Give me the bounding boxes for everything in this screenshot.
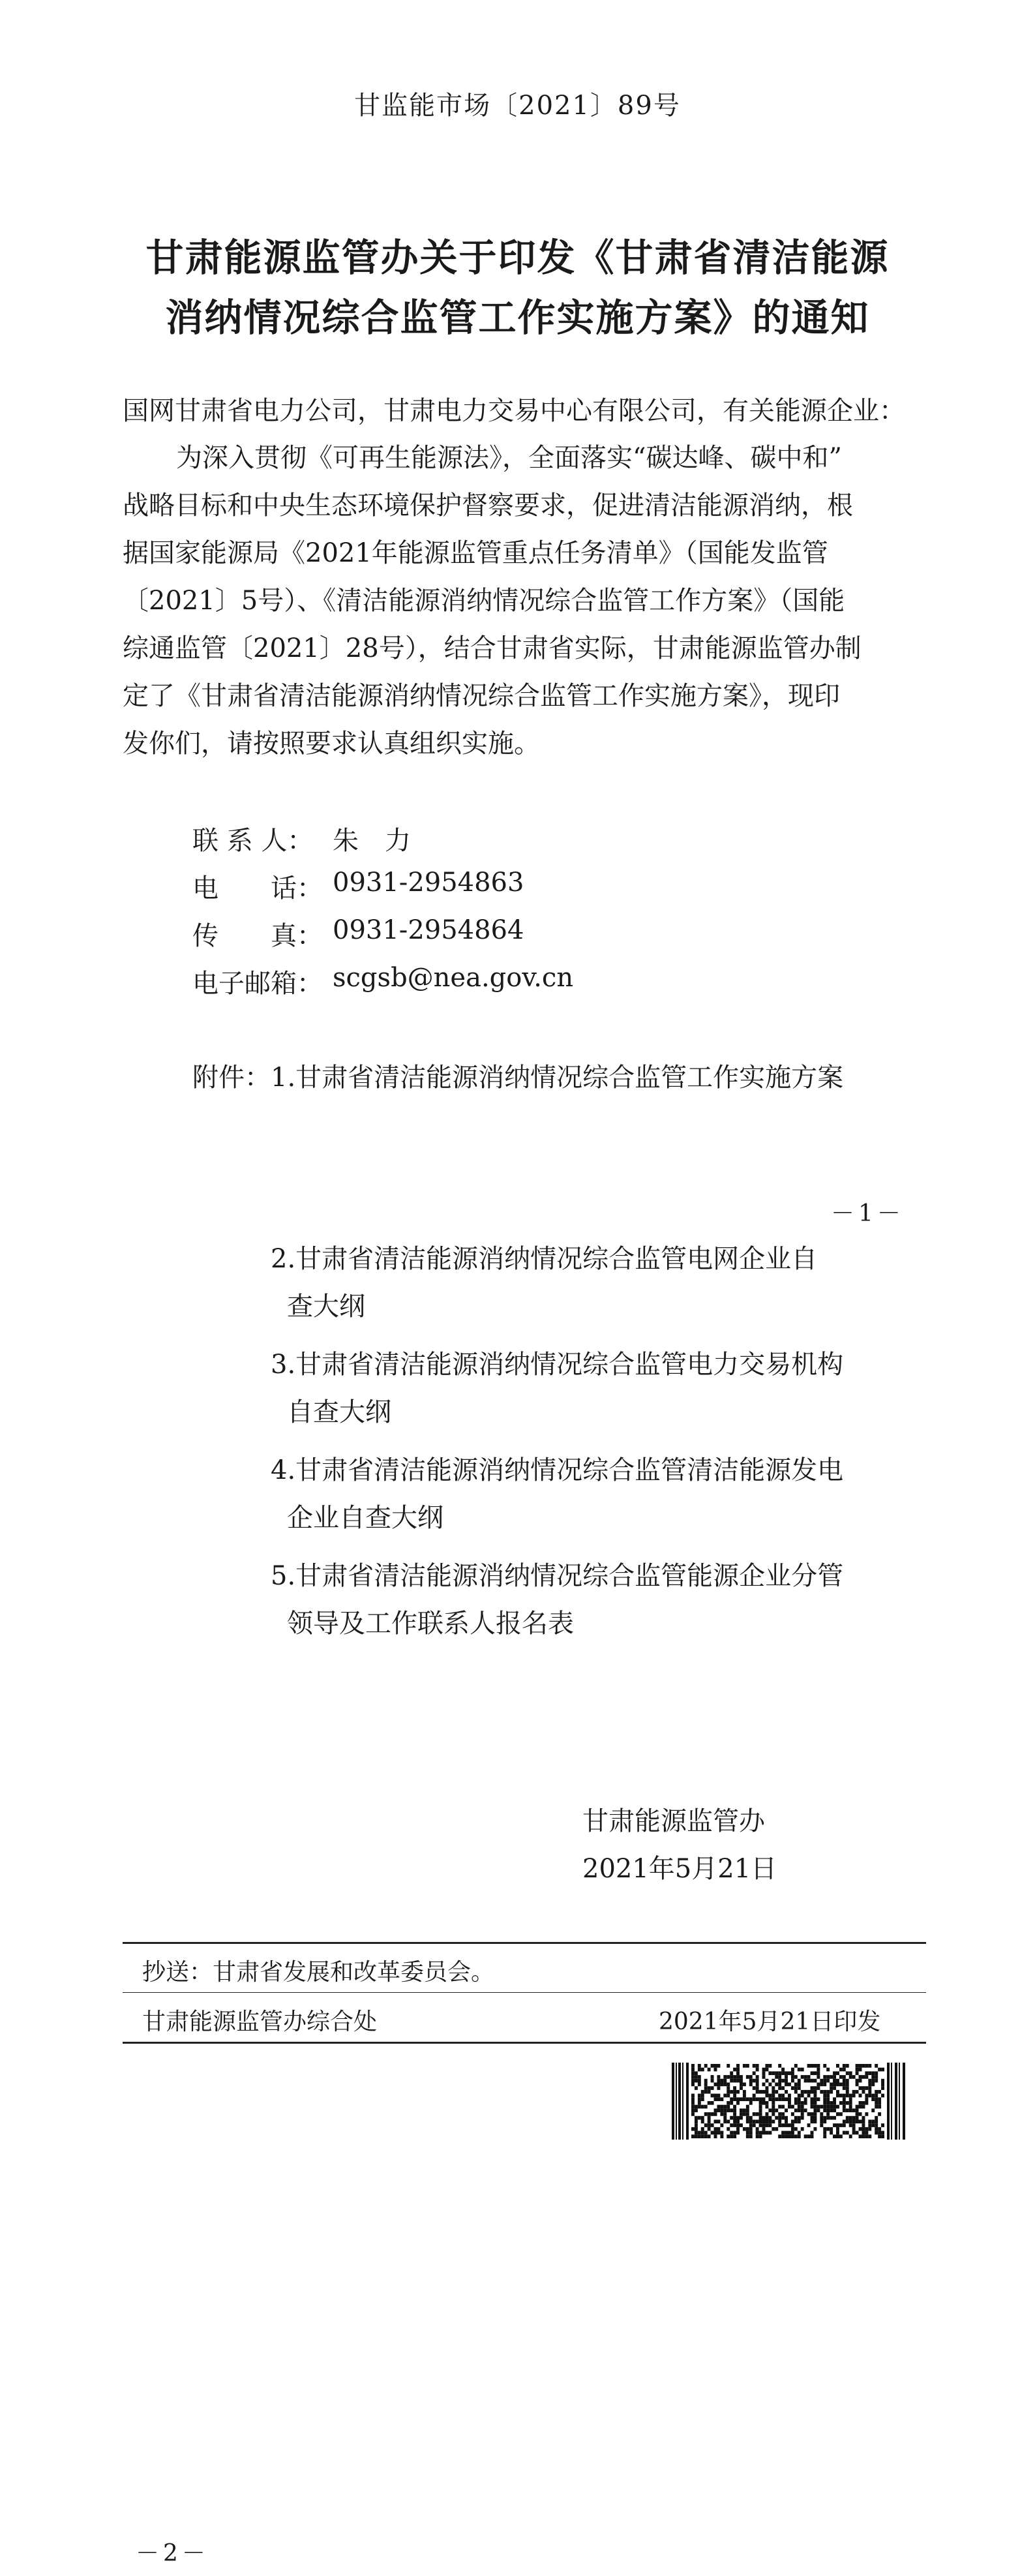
document-title-line-2: 消纳情况综合监管工作实施方案》的通知: [165, 295, 870, 340]
attachment-item-5: 5.甘肃省清洁能源消纳情况综合监管能源企业分管: [271, 1561, 844, 1591]
signature-org: 甘肃能源监管办: [582, 1806, 765, 1836]
paragraph-line: 〔2021〕5号）、《清洁能源消纳情况综合监管工作方案》（国能: [123, 586, 845, 616]
addressee: 国网甘肃省电力公司，甘肃电力交易中心有限公司，有关能源企业：: [123, 396, 905, 426]
paragraph-line: 综通监管〔2021〕28号），结合甘肃省实际，甘肃能源监管办制: [123, 633, 862, 663]
paragraph-line: 为深入贯彻《可再生能源法》，全面落实“碳达峰、碳中和”: [176, 443, 842, 473]
cc-line: 抄送：甘肃省发展和改革委员会。: [142, 1959, 495, 1986]
contact-person-label: 联 系 人：: [192, 826, 314, 856]
contact-phone-value: 0931-2954863: [333, 868, 524, 898]
attachment-item-2: 2.甘肃省清洁能源消纳情况综合监管电网企业自: [271, 1244, 818, 1274]
attachment-item-3-continued: 自查大纲: [287, 1397, 391, 1427]
contact-person-value: 朱 力: [333, 826, 411, 856]
contact-fax-label: 传 真：: [192, 921, 323, 951]
contact-fax-value: 0931-2954864: [333, 915, 524, 945]
attachment-item-1: 1.甘肃省清洁能源消纳情况综合监管工作实施方案: [271, 1063, 844, 1093]
footer-top-rule: [123, 1942, 926, 1944]
attachment-item-4: 4.甘肃省清洁能源消纳情况综合监管清洁能源发电: [271, 1455, 844, 1485]
paragraph-line: 据国家能源局《2021年能源监管重点任务清单》（国能发监管: [123, 538, 828, 568]
attachments-label: 附件：: [192, 1063, 271, 1093]
page-number-2: －2－: [136, 2540, 209, 2567]
paragraph-line: 战略目标和中央生态环境保护督察要求，促进清洁能源消纳，根: [123, 491, 853, 521]
attachment-item-3: 3.甘肃省清洁能源消纳情况综合监管电力交易机构: [271, 1350, 844, 1380]
issuer: 甘肃能源监管办综合处: [142, 2008, 378, 2035]
paragraph-line: 定了《甘肃省清洁能源消纳情况综合监管工作实施方案》，现印: [123, 681, 840, 711]
document-number: 甘监能市场〔2021〕89号: [354, 91, 681, 121]
print-date: 2021年5月21日印发: [659, 2008, 881, 2035]
footer-bottom-rule: [123, 2042, 926, 2044]
attachment-item-5-continued: 领导及工作联系人报名表: [287, 1609, 574, 1639]
page-number-1: －1－: [831, 1200, 905, 1227]
contact-email-value: scgsb@nea.gov.cn: [333, 963, 574, 993]
attachment-item-2-continued: 查大纲: [287, 1292, 365, 1322]
contact-phone-label: 电 话：: [192, 873, 323, 903]
signature-date: 2021年5月21日: [582, 1854, 777, 1884]
contact-email-label: 电子邮箱：: [192, 969, 323, 999]
barcode-image: [672, 2063, 905, 2140]
document-title-line-1: 甘肃能源监管办关于印发《甘肃省清洁能源: [145, 235, 890, 280]
attachment-item-4-continued: 企业自查大纲: [287, 1503, 443, 1533]
paragraph-line: 发你们，请按照要求认真组织实施。: [123, 729, 540, 759]
footer-middle-rule: [123, 1992, 926, 1993]
